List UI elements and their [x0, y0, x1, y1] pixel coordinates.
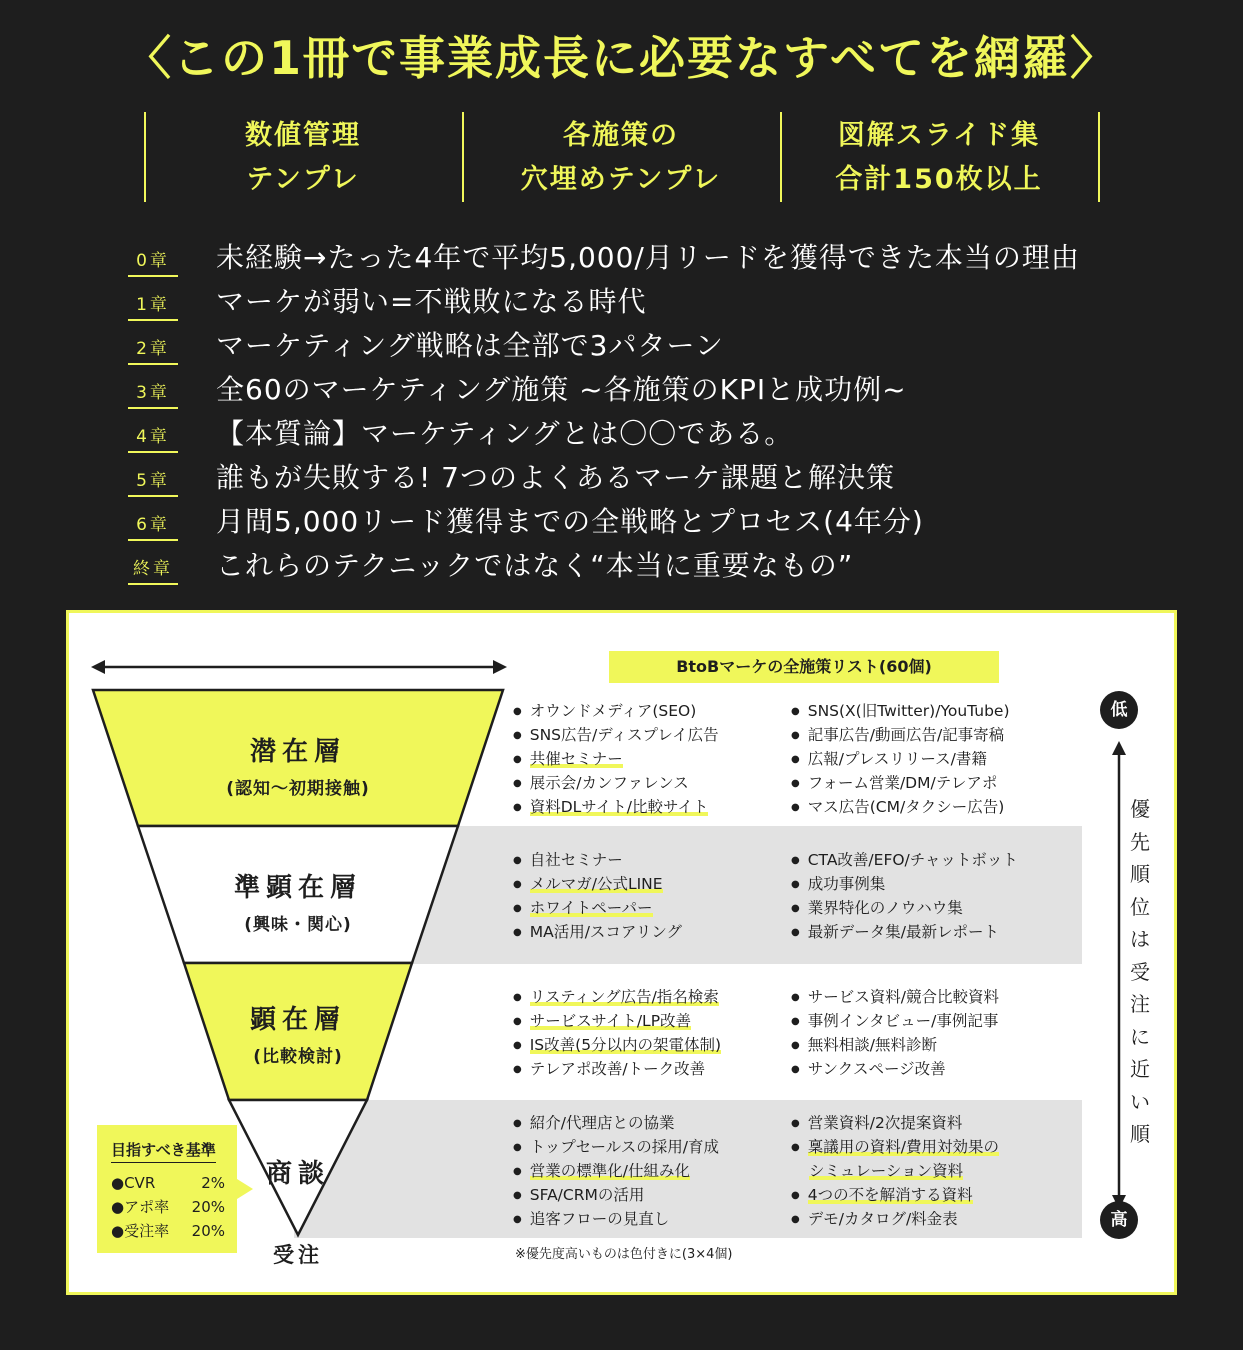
chapter-title: マーケティング戦略は全部で3パターン — [216, 329, 724, 362]
layer-name: 準顕在層 — [233, 873, 362, 903]
criteria-row — [111, 1195, 225, 1219]
layer-sub: (認知〜初期接触) — [226, 779, 370, 799]
tactic-label: サンクスページ改善 — [807, 1060, 946, 1078]
tactic-item — [513, 1057, 721, 1081]
tactic-label: 無料相談/無料診断 — [807, 1036, 937, 1054]
tactic-label: オウンドメディア(SEO) — [529, 702, 697, 720]
tactic-item — [791, 920, 1018, 944]
feature-line: 各施策の — [563, 120, 679, 151]
tactic-item — [791, 1009, 999, 1033]
order-label: 受注 — [273, 1243, 323, 1267]
tactic-item — [513, 1009, 721, 1033]
tactic-item — [513, 771, 719, 795]
chapter-number: 1章 — [128, 290, 178, 321]
layer-latent — [148, 731, 448, 799]
tactic-label: 事例インタビュー/事例記事 — [807, 1012, 999, 1030]
chapter-item — [128, 546, 1178, 590]
tactic-item — [791, 795, 1010, 819]
chapter-number: 終章 — [128, 554, 178, 585]
criteria-value: 20% — [191, 1198, 225, 1216]
tactic-label: 追客フローの見直し — [529, 1210, 670, 1228]
group-3-right — [791, 985, 999, 1081]
tactic-label: 紹介/代理店との協業 — [529, 1114, 675, 1132]
layer-sub: (興味・関心) — [244, 915, 352, 935]
tactic-item — [791, 1159, 999, 1183]
feature-line: 数値管理 — [245, 120, 361, 151]
tactic-item — [791, 896, 1018, 920]
tactic-label: サービスサイト/LP改善 — [529, 1012, 692, 1030]
layer-name: 商談 — [265, 1159, 330, 1189]
headline: 〈この1冊で事業成長に必要なすべてを網羅〉 — [124, 31, 1119, 85]
chapter-title: 【本質論】マーケティングとは〇〇である。 — [216, 417, 794, 450]
tactic-label: フォーム営業/DM/テレアポ — [807, 774, 998, 792]
tactic-label: 営業資料/2次提案資料 — [807, 1114, 963, 1132]
tactic-label: トップセールスの採用/育成 — [529, 1138, 719, 1156]
chapter-item — [128, 414, 1178, 458]
chapter-number: 0章 — [128, 246, 178, 277]
criteria-row — [111, 1171, 225, 1195]
group-4-left — [513, 1111, 719, 1231]
tactic-label: SNS(X(旧Twitter)/YouTube) — [807, 702, 1010, 720]
layer-manifest — [148, 999, 448, 1067]
tactic-label: サービス資料/競合比較資料 — [807, 988, 999, 1006]
tactic-item — [513, 848, 682, 872]
layer-semi-manifest — [148, 867, 448, 935]
tactic-label: 共催セミナー — [529, 750, 623, 768]
feature-fill-template — [462, 114, 780, 202]
tactic-item — [791, 699, 1010, 723]
chapter-item — [128, 502, 1178, 546]
tactic-item — [513, 1207, 719, 1231]
criteria-label: ●CVR — [111, 1174, 156, 1192]
layer-sub: (比較検討) — [253, 1047, 343, 1067]
group-4-right — [791, 1111, 999, 1231]
criteria-box — [97, 1125, 237, 1253]
feature-numbers-template — [144, 114, 462, 202]
tactic-item — [791, 747, 1010, 771]
criteria-label: ●アポ率 — [111, 1198, 170, 1216]
chapter-title: マーケが弱い=不戦敗になる時代 — [216, 285, 647, 318]
tactic-label: 記事広告/動画広告/記事寄稿 — [807, 726, 1005, 744]
chapter-number: 3章 — [128, 378, 178, 409]
tactic-label: 4つの不を解消する資料 — [807, 1186, 973, 1204]
feature-line: テンプレ — [246, 164, 360, 195]
tactic-label: 営業の標準化/仕組み化 — [529, 1162, 690, 1180]
divider — [1098, 112, 1100, 202]
tactic-label: マス広告(CM/タクシー広告) — [807, 798, 1005, 816]
tactic-item — [513, 1111, 719, 1135]
chapter-item — [128, 238, 1178, 282]
group-2-right — [791, 848, 1018, 944]
footnote: ※優先度高いものは色付きに(3×4個) — [515, 1247, 733, 1262]
tactic-item — [791, 1135, 999, 1159]
tactic-label: SFA/CRMの活用 — [529, 1186, 645, 1204]
feature-slides — [780, 114, 1098, 202]
tactic-item — [791, 1057, 999, 1081]
tactic-item — [513, 920, 682, 944]
tactic-item — [513, 1033, 721, 1057]
tactic-label: 自社セミナー — [529, 851, 623, 869]
tactic-label: 広報/プレスリリース/書籍 — [807, 750, 987, 768]
criteria-row — [111, 1219, 225, 1243]
criteria-value: 2% — [201, 1174, 225, 1192]
tactic-label: SNS広告/ディスプレイ広告 — [529, 726, 719, 744]
tactic-label: 成功事例集 — [807, 875, 886, 893]
priority-axis-label: 優先順位は受注に近い順 — [1130, 797, 1150, 1146]
tactic-item — [791, 1111, 999, 1135]
chapter-item — [128, 458, 1178, 502]
tactic-item — [513, 985, 721, 1009]
chapter-number: 5章 — [128, 466, 178, 497]
chapter-title: 誰もが失敗する! 7つのよくあるマーケ課題と解決策 — [216, 461, 895, 494]
tactic-label: 展示会/カンファレンス — [529, 774, 689, 792]
tactic-item — [513, 1183, 719, 1207]
criteria-value: 20% — [191, 1222, 225, 1240]
tactic-item — [791, 848, 1018, 872]
chapter-item — [128, 326, 1178, 370]
tactic-item — [791, 723, 1010, 747]
tactic-item — [513, 1135, 719, 1159]
chapter-item — [128, 370, 1178, 414]
tactic-item — [513, 723, 719, 747]
criteria-title: 目指すべき基準 — [111, 1139, 216, 1163]
list-title: BtoBマーケの全施策リスト(60個) — [609, 651, 999, 683]
tactic-item — [791, 1033, 999, 1057]
chapter-title: 全60のマーケティング施策 ~各施策のKPIと成功例~ — [216, 373, 907, 406]
tactic-label: 資料DLサイト/比較サイト — [529, 798, 709, 816]
funnel-diagram — [66, 610, 1177, 1295]
chapter-title: 月間5,000リード獲得までの全戦略とプロセス(4年分) — [216, 505, 924, 538]
tactic-label: 最新データ集/最新レポート — [807, 923, 999, 941]
tactic-label: リスティング広告/指名検索 — [529, 988, 719, 1006]
low-priority-badge: 低 — [1100, 691, 1138, 729]
tactic-label: ホワイトペーパー — [529, 899, 653, 917]
tactic-label: IS改善(5分以内の架電体制) — [529, 1036, 722, 1054]
criteria-label: ●受注率 — [111, 1222, 170, 1240]
group-1-left — [513, 699, 719, 819]
tactic-item — [513, 747, 719, 771]
chapter-title: これらのテクニックではなく“本当に重要なもの” — [216, 549, 854, 582]
tactic-item — [791, 872, 1018, 896]
group-1-right — [791, 699, 1010, 819]
chapter-number: 6章 — [128, 510, 178, 541]
feature-line: 穴埋めテンプレ — [520, 164, 722, 195]
chapter-number: 2章 — [128, 334, 178, 365]
group-2-left — [513, 848, 682, 944]
chapter-title: 未経験→たった4年で平均5,000/月リードを獲得できた本当の理由 — [216, 241, 1080, 274]
feature-line: 合計150枚以上 — [835, 164, 1043, 195]
tactic-label: 業界特化のノウハウ集 — [807, 899, 963, 917]
tactic-label: メルマガ/公式LINE — [529, 875, 663, 893]
high-priority-badge: 高 — [1100, 1201, 1138, 1239]
tactic-item — [513, 872, 682, 896]
tactic-item — [513, 795, 719, 819]
feature-line: 図解スライド集 — [837, 120, 1041, 151]
tactic-item — [791, 1183, 999, 1207]
layer-name: 顕在層 — [249, 1005, 346, 1035]
tactic-label: シミュレーション資料 — [809, 1162, 964, 1180]
group-3-left — [513, 985, 721, 1081]
tactic-label: 稟議用の資料/費用対効果の — [807, 1138, 999, 1156]
tactic-label: デモ/カタログ/料金表 — [807, 1210, 958, 1228]
tactic-item — [791, 985, 999, 1009]
tactic-item — [513, 896, 682, 920]
tactic-label: CTA改善/EFO/チャットボット — [807, 851, 1018, 869]
feature-row — [144, 112, 1104, 202]
tactic-item — [513, 1159, 719, 1183]
tactic-label: テレアポ改善/トーク改善 — [529, 1060, 706, 1078]
tactic-item — [791, 771, 1010, 795]
tactic-item — [791, 1207, 999, 1231]
chapter-number: 4章 — [128, 422, 178, 453]
tactic-label: MA活用/スコアリング — [529, 923, 683, 941]
chapter-item — [128, 282, 1178, 326]
tactic-item — [513, 699, 719, 723]
layer-name: 潜在層 — [249, 737, 346, 767]
